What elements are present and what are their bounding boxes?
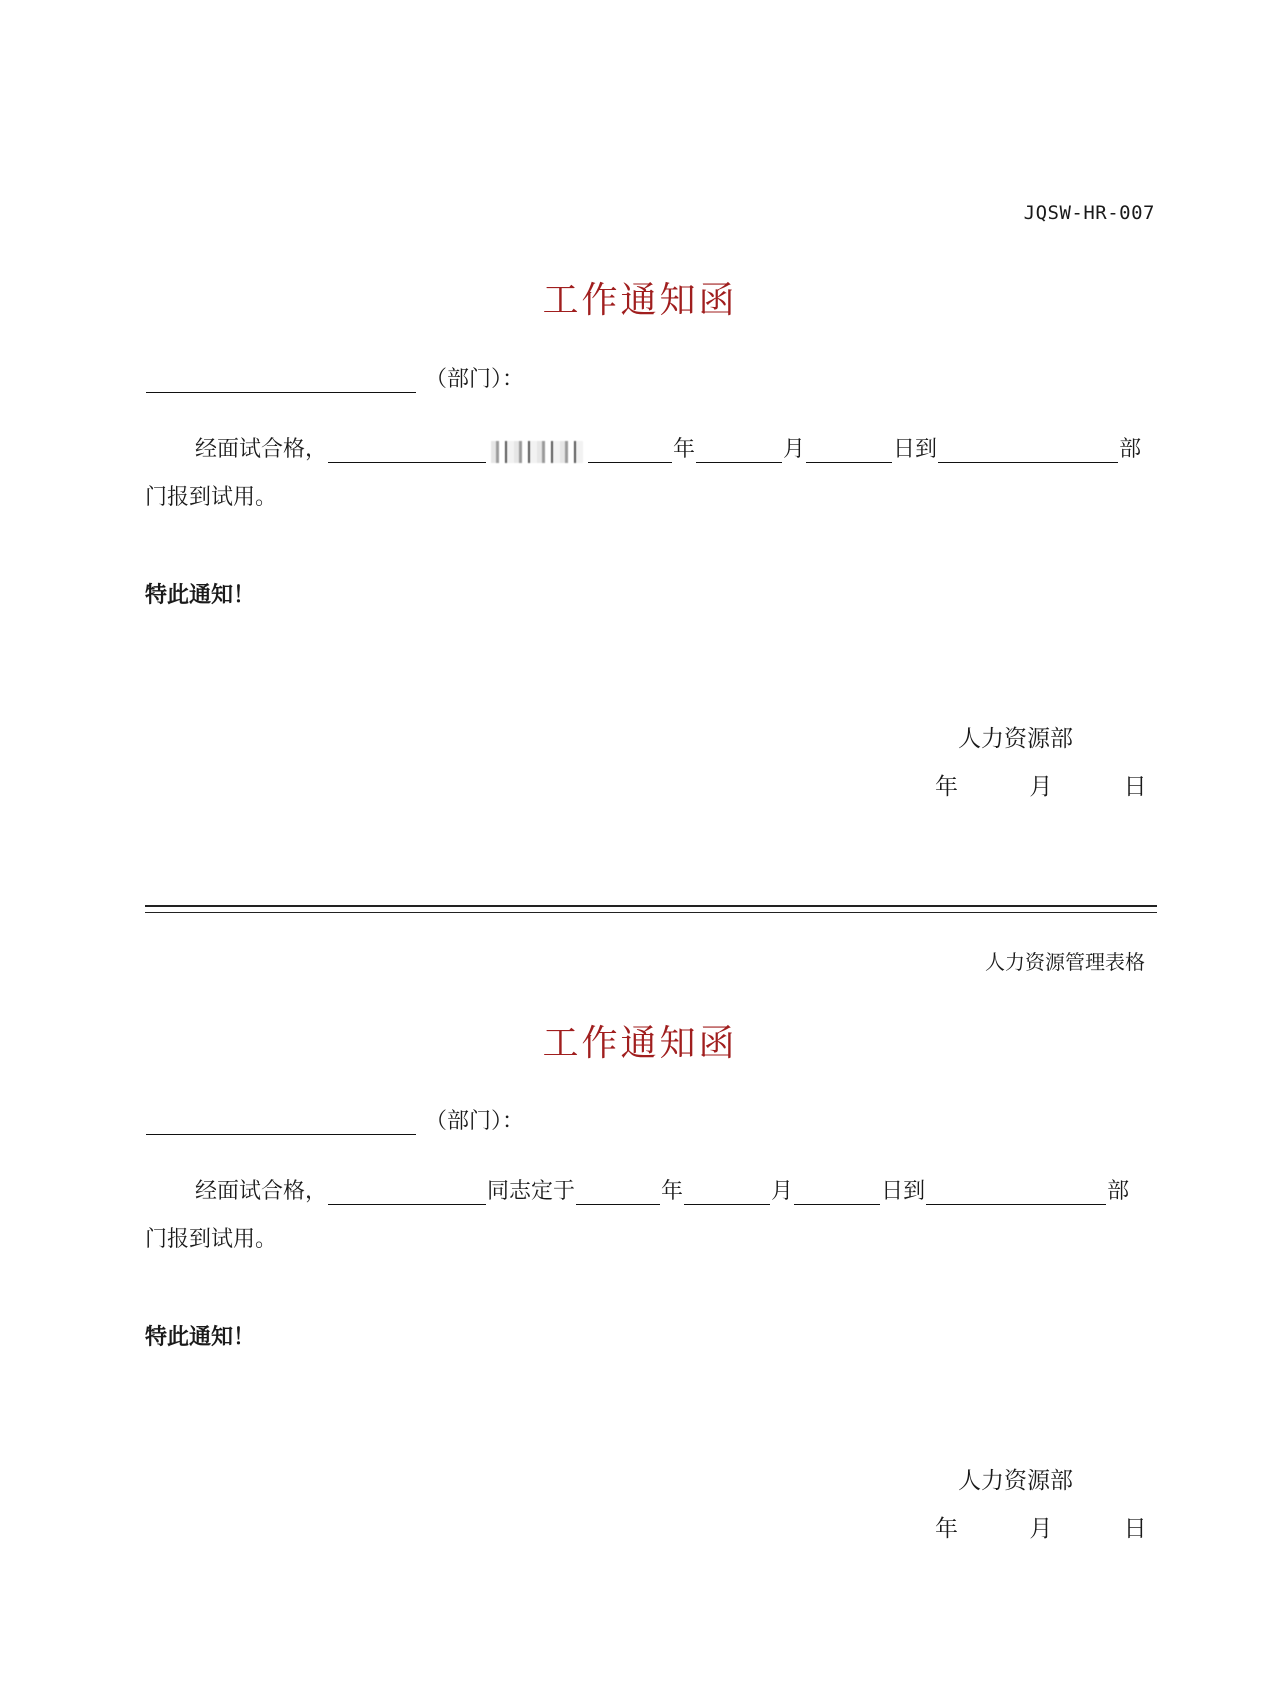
day-to-label: 日到 xyxy=(893,437,938,462)
name-blank[interactable] xyxy=(328,1182,486,1205)
form2-date xyxy=(935,1510,1147,1543)
date-day: 日 xyxy=(1123,774,1147,800)
form1-date xyxy=(935,768,1147,801)
blurred-redaction xyxy=(491,441,583,463)
day-blank[interactable] xyxy=(806,440,892,463)
form-code: JQSW-HR-007 xyxy=(1023,202,1155,224)
form1-notice: 特此通知！ xyxy=(145,582,256,608)
dept-blank[interactable] xyxy=(146,370,416,393)
form1-signer: 人力资源部 xyxy=(958,726,1073,752)
dept-char: 部 xyxy=(1107,1179,1130,1204)
dept-char: 部 xyxy=(1119,437,1142,462)
form1-title: 工作通知函 xyxy=(542,280,738,321)
month-label: 月 xyxy=(783,437,806,462)
form2-signer: 人力资源部 xyxy=(958,1468,1073,1494)
date-year: 年 xyxy=(935,1516,958,1542)
year-blank[interactable] xyxy=(576,1182,660,1205)
comrade-label: 同志定于 xyxy=(487,1179,576,1204)
form2-body-line xyxy=(145,1174,1157,1205)
date-day: 日 xyxy=(1123,1516,1147,1542)
form1-line2: 门报到试用。 xyxy=(145,485,278,510)
month-blank[interactable] xyxy=(696,440,782,463)
date-month: 月 xyxy=(1029,774,1053,800)
form2-title: 工作通知函 xyxy=(542,1023,738,1064)
section-divider xyxy=(145,905,1157,913)
year-label: 年 xyxy=(661,1179,684,1204)
form2-notice: 特此通知！ xyxy=(145,1324,256,1350)
header-right: 人力资源管理表格 xyxy=(985,950,1145,974)
day-blank[interactable] xyxy=(794,1182,880,1205)
form1-dept-line xyxy=(145,362,524,393)
month-blank[interactable] xyxy=(684,1182,770,1205)
name-blank[interactable] xyxy=(328,440,486,463)
form2-line2: 门报到试用。 xyxy=(145,1227,278,1252)
target-dept-blank[interactable] xyxy=(926,1182,1106,1205)
month-label: 月 xyxy=(771,1179,794,1204)
dept-suffix: （部门）： xyxy=(425,367,525,392)
year-blank[interactable] xyxy=(588,440,672,463)
target-dept-blank[interactable] xyxy=(938,440,1118,463)
form1-body-line xyxy=(145,432,1157,463)
year-label: 年 xyxy=(673,437,696,462)
day-to-label: 日到 xyxy=(881,1179,926,1204)
dept-suffix: （部门）： xyxy=(425,1109,525,1134)
date-month: 月 xyxy=(1029,1516,1053,1542)
body-start: 经面试合格， xyxy=(195,1179,328,1204)
date-year: 年 xyxy=(935,774,958,800)
body-start: 经面试合格， xyxy=(195,437,328,462)
form2-dept-line xyxy=(145,1104,524,1135)
dept-blank[interactable] xyxy=(146,1112,416,1135)
